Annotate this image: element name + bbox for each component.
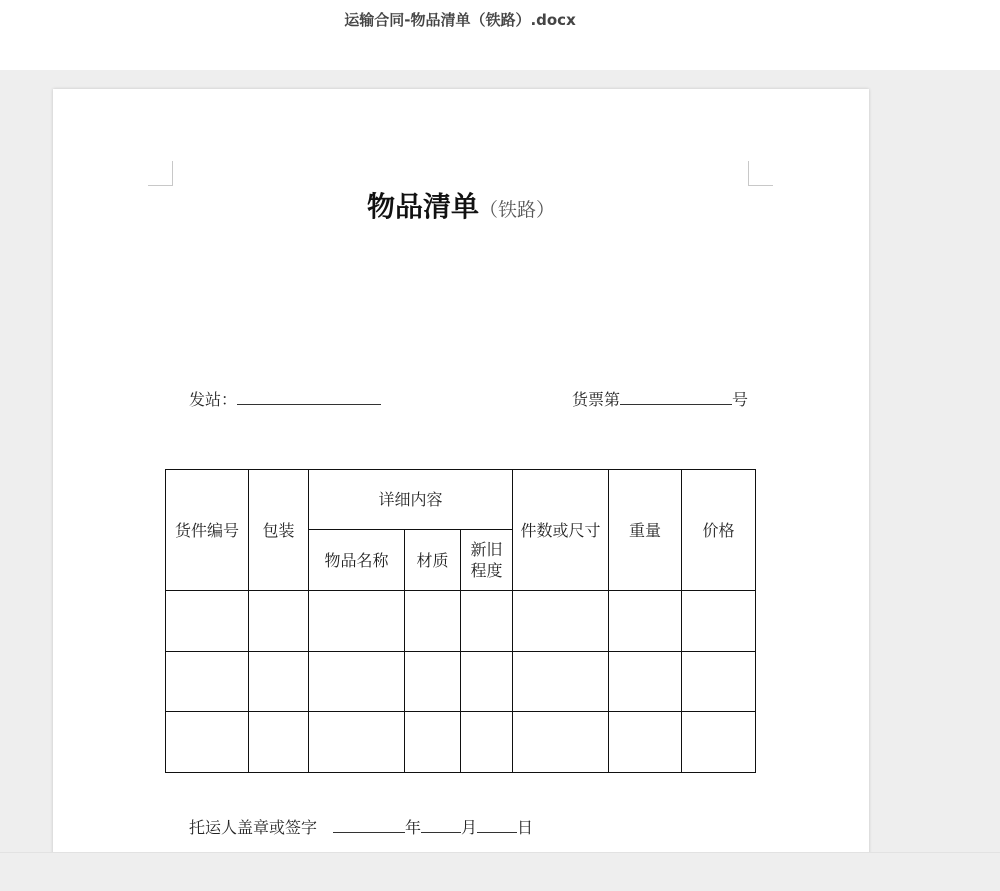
table-cell[interactable] <box>309 712 405 773</box>
day-label: 日 <box>517 818 534 837</box>
header-material: 材质 <box>405 530 461 591</box>
freight-ticket-suffix: 号 <box>732 390 749 409</box>
table-cell[interactable] <box>309 652 405 712</box>
signature-line <box>189 815 533 838</box>
form-title <box>53 185 869 225</box>
table-cell[interactable] <box>609 591 682 652</box>
table-cell[interactable] <box>513 712 609 773</box>
signature-label: 托运人盖章或签字 <box>189 818 318 837</box>
table-cell[interactable] <box>513 652 609 712</box>
year-blank <box>333 818 405 833</box>
table-cell[interactable] <box>249 652 309 712</box>
header-details: 详细内容 <box>309 470 513 530</box>
table-cell[interactable] <box>609 712 682 773</box>
table-cell[interactable] <box>405 591 461 652</box>
freight-ticket-blank <box>620 390 732 405</box>
header-condition-line1: 新旧 <box>470 540 503 559</box>
table-cell[interactable] <box>405 712 461 773</box>
table-cell[interactable] <box>166 652 249 712</box>
day-blank <box>477 818 517 833</box>
margin-corner-top-left <box>148 161 173 186</box>
year-label: 年 <box>405 818 422 837</box>
table-cell[interactable] <box>461 652 513 712</box>
header-count-size: 件数或尺寸 <box>513 470 609 591</box>
table-cell[interactable] <box>166 712 249 773</box>
header-condition <box>461 530 513 591</box>
table-cell[interactable] <box>461 712 513 773</box>
header-price: 价格 <box>682 470 756 591</box>
header-item-no: 货件编号 <box>166 470 249 591</box>
table-header-row <box>166 470 756 530</box>
table-cell[interactable] <box>166 591 249 652</box>
header-item-name: 物品名称 <box>309 530 405 591</box>
freight-ticket-field <box>572 387 748 410</box>
table-row <box>166 652 756 712</box>
departure-station-label: 发站： <box>189 390 238 409</box>
freight-ticket-prefix: 货票第 <box>572 390 621 409</box>
table-cell[interactable] <box>682 712 756 773</box>
table-row <box>166 591 756 652</box>
month-label: 月 <box>461 818 478 837</box>
table-cell[interactable] <box>513 591 609 652</box>
departure-station-blank <box>237 390 381 405</box>
bottom-bar <box>0 852 1000 891</box>
title-bar <box>0 0 1000 70</box>
table-row <box>166 712 756 773</box>
items-table <box>165 469 756 773</box>
table-cell[interactable] <box>405 652 461 712</box>
document-file-title: 运输合同-物品清单（铁路）.docx <box>344 11 576 29</box>
table-cell[interactable] <box>309 591 405 652</box>
document-page <box>53 89 869 852</box>
document-viewer[interactable] <box>0 70 1000 852</box>
table-cell[interactable] <box>249 591 309 652</box>
departure-station-field <box>189 387 381 410</box>
table-cell[interactable] <box>609 652 682 712</box>
table-cell[interactable] <box>682 591 756 652</box>
form-title-sub: （铁路） <box>479 199 556 221</box>
header-weight: 重量 <box>609 470 682 591</box>
form-title-main: 物品清单 <box>366 190 479 223</box>
table-cell[interactable] <box>249 712 309 773</box>
table-cell[interactable] <box>461 591 513 652</box>
margin-corner-top-right <box>748 161 773 186</box>
table-cell[interactable] <box>682 652 756 712</box>
month-blank <box>421 818 461 833</box>
header-condition-line2: 程度 <box>470 561 503 580</box>
header-packaging: 包装 <box>249 470 309 591</box>
